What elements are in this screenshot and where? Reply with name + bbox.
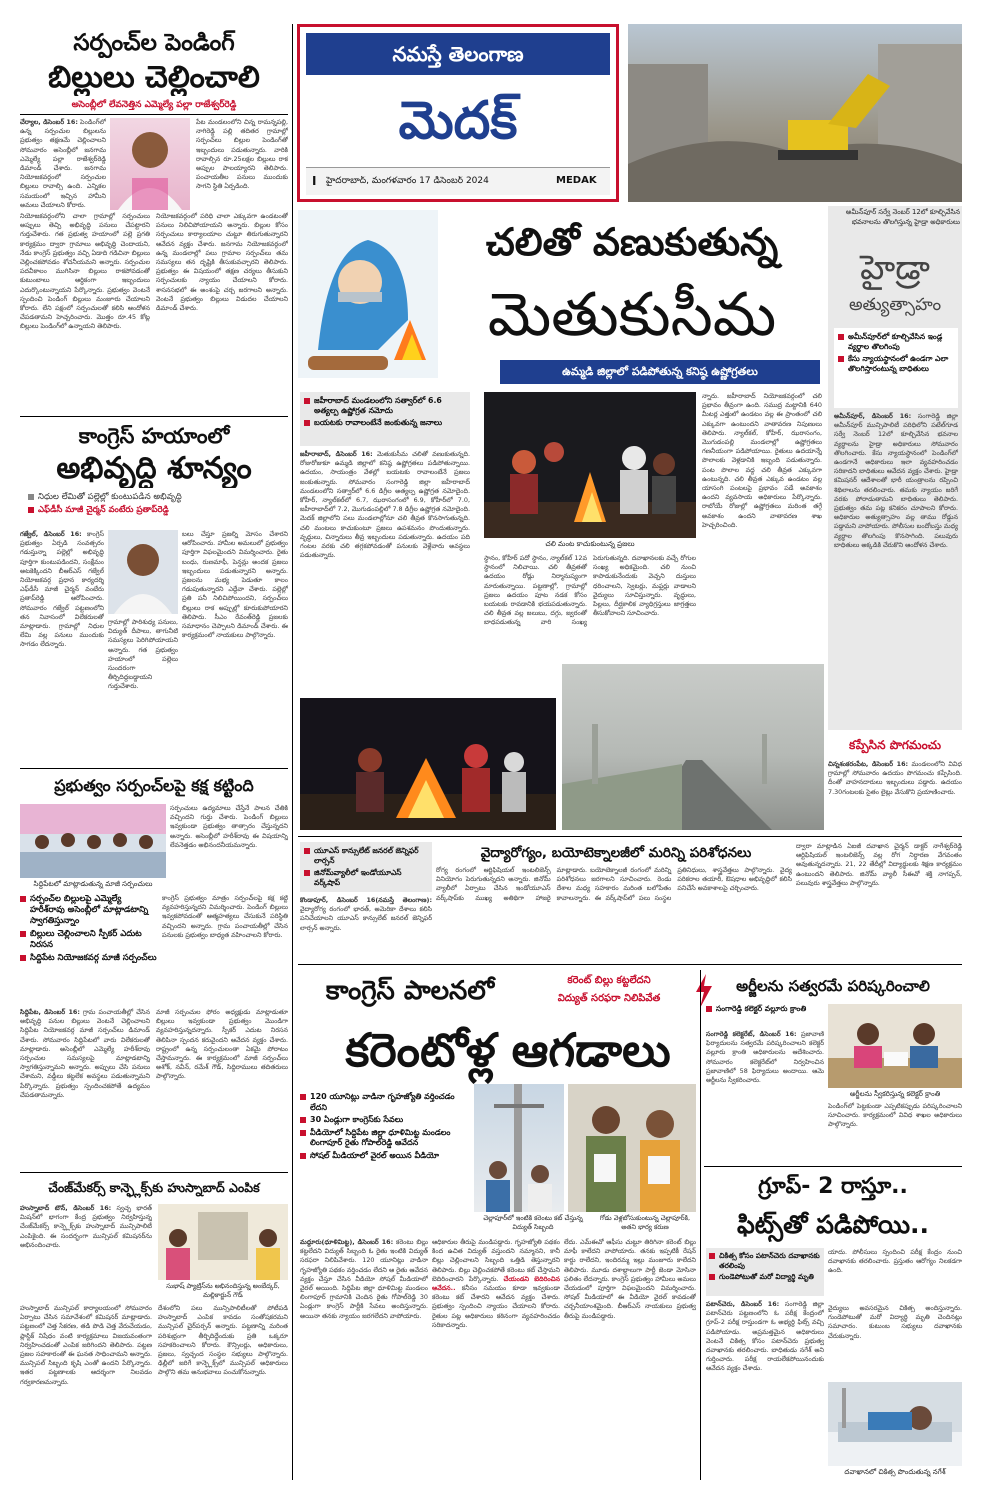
- govt-sarpanch-photo: [20, 804, 166, 878]
- govt-sarpanch-bullet3: సిద్దిపేట నియోజకవర్గ మాజీ సర్పంచ్‌లు: [30, 953, 157, 963]
- hydra-dateline: అమీన్‌పూర్, డిసెంబర్ 16:: [834, 412, 912, 420]
- dateline-bar: [306, 167, 610, 195]
- sarpanch-bills-col1: చేర్యాల, డిసెంబర్ 16: పెండింగ్‌లో ఉన్న సర్పంచుల బిల్లులను ప్రభుత్వం తక్షణమే చెల్లించాలని సోమవారం అసెంబ్లీలో జనగామ ఎమ్మెల్యే పల్లా రాజేశ్వర్‌రెడ్డి డిమాండ్ చేశారు. జనగామ నియోజకవర్గంలో సర్పంచుల బిల్లులు రావాల్సి ఉంది. ఎన్నికల సమయంలో ఇచ్చిన హామీని అమలు చేయాలని కోరారు.: [20, 118, 106, 209]
- rule: [20, 416, 288, 417]
- changemakers-caption: సుభాష్ ప్యాట్రిస్‌ను అభినందిస్తున్న అంబేద్కర్, మల్లికార్జున్ గౌడ్: [166, 1282, 280, 1299]
- collector-photo-icon: [828, 1004, 962, 1088]
- petitions-head: అర్జీలను సత్వరమే పరిష్కరించాలి: [736, 977, 930, 995]
- changemakers-dateline: హుస్నాబాద్ టౌన్, డిసెంబర్ 16:: [20, 1204, 112, 1212]
- bullet: [709, 1251, 821, 1270]
- fog-road-photo-icon: [562, 664, 824, 830]
- govt-sarpanch-bullet2: బిల్లులు చెల్లించాలని స్పీకర్ ఎదుట నిరసన: [30, 929, 142, 950]
- foggy-road-photo: [562, 664, 824, 830]
- bullet: [304, 868, 428, 888]
- development-bullet2: ఎఫ్‌డీసీ మాజీ చైర్మన్ వంటేరు ప్రతాప్‌రెడ్డి: [38, 505, 169, 515]
- cold-bullets: [300, 392, 470, 446]
- group2-caption: దవాఖానలో చికిత్స పొందుతున్న నగేశ్: [844, 1468, 946, 1476]
- govt-sarpanch-head: ప్రభుత్వం సర్పంచ్‌లపై కక్ష కట్టింది: [54, 776, 254, 795]
- group-photo-icon: [158, 1204, 288, 1280]
- bullet: [28, 492, 288, 503]
- rule: [20, 768, 288, 769]
- edition-name: మెదక్: [398, 91, 518, 151]
- bullet: [838, 354, 954, 374]
- group2-bullets: [706, 1248, 824, 1296]
- farmer-couple-photo: [568, 1084, 696, 1212]
- govt-sarpanch-bullets: [20, 894, 158, 1004]
- govt-sarpanch-bullet1: సర్పంచ్‌ల బిల్లులపై ఎమ్మెల్యే హరీశ్‌రావు అసెంబ్లీలో మాట్లాడటాన్ని స్వాగతిస్తున్నాం: [30, 894, 149, 926]
- bullet-icon: [20, 896, 26, 902]
- bullet-icon: [304, 420, 310, 426]
- bullet: [304, 418, 466, 428]
- govt-sarpanch-col2: కాంగ్రెస్ ప్రభుత్వం మాత్రం సర్పంచ్‌లపై కక్ష కట్టి వ్యవహరిస్తున్నదని విమర్శించారు. పెండింగ్ బిల్లులు ఇవ్వకపోవడంతో ఆత్మహత్యలు చేసుకునే పరిస్థితి వచ్చిందని అన్నారు. గ్రామ పంచాయతీల్లో చేసిన పనులకు ప్రభుత్వం బాధ్యత వహించాలని కోరారు.: [162, 894, 288, 939]
- group2-col1: పటాన్‌చెరు, డిసెంబర్ 16: సంగారెడ్డి జిల్లా పటాన్‌చెరు పట్టణంలోని ఓ పరీక్ష కేంద్రంలో గ్రూప్-2 పరీక్ష రాస్తుండగా ఓ అభ్యర్థి ఫిట్స్ వచ్చి పడిపోయాడు. అప్రమత్తమైన అధికారులు వెంటనే చికిత్స కోసం పటాన్‌చెరు ప్రభుత్వ దవాఖానకు తరలించారు. బాధితుడు నగేశ్ అని గుర్తించారు. పరీక్ష రాయలేకపోయినందుకు ఆవేదన వ్యక్తం చేశాడు.: [706, 1300, 824, 1373]
- dateline-text: హైదరాబాద్, మంగళవారం 17 డిసెంబర్ 2024: [326, 176, 489, 186]
- bullet: [20, 894, 158, 927]
- rule: [298, 964, 962, 965]
- shivering-person-bonfire-icon: [298, 210, 438, 378]
- bullet-icon: [300, 1117, 306, 1123]
- bullet: [304, 846, 428, 866]
- development-col3: బలు చేస్తూ ప్రజల్ని మోసం చేశారని ఆరోపించారు. హామీల అమలులో ప్రభుత్వం పూర్తిగా విఫలమైందని విమర్శించారు. రైతు బంధు, రుణమాఫీ, పెన్షన్లు అందక ప్రజలు ఇబ్బందులు పడుతున్నారని అన్నారు. ప్రజలను మభ్య పెడుతూ కాలం గడుపుతున్నారని ఎద్దేవా చేశారు. పల్లెల్లో ప్రతి పనీ నిలిచిపోయిందని, సర్పంచ్‌లు బిల్లులు రాక అప్పుల్లో కూరుకుపోయారని తెలిపారు. సీఎం రేవంత్‌రెడ్డి ప్రజలకు సమాధానం చెప్పాలని డిమాండ్ చేశారు. ఈ కార్యక్రమంలో నాయకులు పాల్గొన్నారు.: [182, 530, 288, 640]
- sarpanch-bills-head1: సర్పంచ్‌ల పెండింగ్: [73, 30, 235, 56]
- cold-head1: చలితో వణుకుతున్న: [485, 220, 779, 264]
- petitions-bullets: [706, 1004, 824, 1028]
- power-col3: లేదు. ఎమ్‌ఈవో ఆఫీసు చుట్టూ తిరిగినా కరెంట్ బిల్లు మాఫీ కాలేదని వాపోయారు. తనకు ఇప్పటికీ రేషన్ కార్డు రాలేదని, ఇందిరమ్మ ఇల్లు మంజూరు కాలేదని తెలిపారు. మూడు దశాబ్దాలుగా పార్టీ జెండా మోసినా ఫలితం లేదన్నారు. కాంగ్రెస్ ప్రభుత్వం హామీలు అమలు చేయడంలో పూర్తిగా విఫలమైందని విమర్శించారు. సోషల్ మీడియాలో ఈ వీడియో వైరల్ కావడంతో చర్చనీయాంశమైంది. బీఆర్‌ఎస్ నాయకులు ప్రభుత్వ తీరుపై మండిపడ్డారు.: [564, 1238, 696, 1320]
- power-bullets: [300, 1092, 470, 1214]
- bonfire-group-photo: [484, 392, 696, 538]
- medical-bullet1: యూఎస్ కాన్సులేట్ జనరల్ జెన్నిఫర్ లార్సన్: [314, 846, 419, 865]
- development-dateline: గజ్వేల్, డిసెంబర్ 16:: [20, 530, 82, 538]
- development-bullet1: నిధుల లేమితో పల్లెల్లో కుంటుపడిన అభివృద్ధి: [38, 492, 182, 502]
- power-kicker1: కరెంట్ బిల్లు కట్టలేదని: [567, 975, 651, 986]
- development-col2: గ్రామాల్లో పారిశుధ్య పనులు, విద్యుత్ దీపాలు, తాగునీటి సమస్యలు పెరిగిపోయాయని అన్నారు. గత ప్రభుత్వం హయాంలో పల్లెలు సుందరంగా తీర్చిదిద్దబడ్డాయని గుర్తుచేశారు.: [108, 618, 178, 691]
- petitions-bullet1: సంగారెడ్డి కలెక్టర్ వల్లూరు క్రాంతి: [716, 1004, 807, 1013]
- bullet-icon: [304, 848, 310, 854]
- hydra-photo-caption: అమీన్‌పూర్ సర్వే నెంబర్ 12లో కూల్చివేసిన భవనాలను తొలగిస్తున్న హైడ్రా అధికారులు: [845, 208, 960, 226]
- group2-col-right: యాదు. పోలీసులు స్పందించి పరీక్ష కేంద్రం నుంచి దవాఖానకు తరలించారు. ప్రస్తుతం ఆరోగ్యం నిలకడగా ఉంది.: [828, 1248, 962, 1275]
- govt-sarpanch-col4: మాజీ సర్పంచుల ఫోరం అధ్యక్షుడు మాట్లాడుతూ బిల్లులు ఇవ్వకుండా ప్రభుత్వం మొండిగా వ్యవహరిస్తున్నదన్నారు. స్పీకర్ ఎదుట నిరసన తెలిపినా స్పందన కరువైందని ఆవేదన వ్యక్తం చేశారు. రాష్ట్రంలో ఉన్న సర్పంచులంతా ఏకమై పోరాటం చేస్తామన్నారు. ఈ కార్యక్రమంలో మాజీ సర్పంచ్‌లు అశోక్, నవీన్, రమేశ్ గౌడ్, సిద్దిరాములు తదితరులు పాల్గొన్నారు.: [156, 1008, 288, 1081]
- power-kicker: [524, 972, 694, 1010]
- power-bullet4: సోషల్ మీడియాలో వైరల్ అయిన వీడియో: [310, 1150, 439, 1160]
- group2-hospital-photo: [828, 1382, 962, 1466]
- rule: [20, 1172, 288, 1173]
- medical-col1: కొండాపూర్, డిసెంబర్ 16(నమస్తే తెలంగాణ): వైద్యారోగ్య రంగంలో భారత్, అమెరికా దేశాలు కలిసి పనిచేయాలని యూఎస్ కాన్సులేట్ జనరల్ జెన్నిఫర్ లార్సన్ అన్నారు.: [300, 896, 432, 932]
- sarpanch-bills-col2: పేట మండలంలోని చిన్న రామన్నపల్లి, నాగిరెడ్డి పల్లి తదితర గ్రామాల్లో సర్పంచ్‌లు బిల్లుల పెండింగ్‌తో ఇబ్బందులు పడుతున్నారు. వారికి రావాల్సిన రూ.25లక్షల బిల్లులు రాక అప్పుల పాలయ్యారని తెలిపారు. పంచాయతీల పనులు ముందుకు సాగని స్థితి ఏర్పడింది.: [196, 118, 288, 191]
- fog-dateline: చిన్నశంకరంపేట, డిసెంబర్ 16:: [828, 760, 909, 768]
- power-head2: కరెంటోళ్ల ఆగడాలు: [345, 1023, 671, 1077]
- column-divider: [700, 970, 701, 1480]
- changemakers-col1: హుస్నాబాద్ టౌన్, డిసెంబర్ 16: స్వచ్ఛ భారత్ మిషన్‌లో భాగంగా కేంద్ర ప్రభుత్వం నిర్వహిస్తున్న చేంజ్‌మేకర్స్ కాన్ఫ్లెక్స్‌కు హుస్నాబాద్ మున్సిపాలిటీ ఎంపికైంది. ఈ సందర్భంగా మున్సిపల్ కమిషనర్‌ను అభినందించారు.: [20, 1204, 152, 1249]
- bullet-icon: [304, 398, 310, 404]
- bullet-icon: [838, 334, 844, 340]
- sarpanch-bills-subhead: అసెంబ్లీలో లేవనెత్తిన ఎమ్మెల్యే పల్లా రాజేశ్వర్‌రెడ్డి: [71, 100, 237, 110]
- excavator-photo-icon: [628, 24, 962, 202]
- cold-illustration: [298, 210, 438, 378]
- power-bullet1: 120 యూనిట్లు వాడినా గృహజ్యోతి వర్తించడం లేదని: [310, 1092, 455, 1112]
- cold-subhead: ఉమ్మడి జిల్లాలో పడిపోతున్న కనిష్ఠ ఉష్ణోగ్రతలు: [562, 365, 758, 378]
- bullet: [300, 1092, 470, 1113]
- power-col1: మద్దూరు(ధూళిమిట్ట), డిసెంబర్ 16: కరెంటు బిల్లు కట్టలేదని విద్యుత్ సిబ్బంది ఓ రైతు ఇంటికి విద్యుత్ సరఫరా నిలిపివేశారు. 120 యూనిట్లు వాడినా గృహజ్యోతి పథకం వర్తించడం లేదని ఆ రైతు ఆవేదన వ్యక్తం చేస్తూ చేసిన వీడియో సోషల్ మీడియాలో వైరల్ అయింది. సిద్దిపేట జిల్లా ధూళిమిట్ట మండలం లింగాపూర్ గ్రామానికి చెందిన రైతు గోపాల్‌రెడ్డి 30 ఏండ్లుగా కాంగ్రెస్ పార్టీకి సేవలు అందిస్తున్నారు. అయినా తనకు న్యాయం జరగలేదని వాపోయారు.: [300, 1238, 428, 1320]
- sarpanch-bills-head2: బిల్లులు చెల్లించాలి: [48, 60, 260, 95]
- changemakers-photo: [158, 1204, 288, 1280]
- bullet-icon: [709, 1274, 715, 1280]
- person-photo-icon: [108, 530, 178, 614]
- sarpanch-bills-col4: నియోజకవర్గంలో పరిధి చాలా ఎక్కువగా ఉండటంతో పనులు నిలిచిపోయాయని అన్నారు. బిల్లుల కోసం సర్పంచులు కార్యాలయాల చుట్టూ తిరుగుతున్నారని ఆవేదన వ్యక్తం చేశారు. జనగామ నియోజకవర్గంలో ఉన్న మండలాల్లో పలు గ్రామాల సర్పంచ్‌లు తమ సమస్యలు తన దృష్టికి తీసుకువచ్చారని తెలిపారు. ప్రభుత్వం ఈ విషయంలో తక్షణ చర్యలు తీసుకుని సర్పంచులకు న్యాయం చేయాలని కోరారు. శాసనసభలో ఈ అంశంపై చర్చ జరగాలని అన్నారు. వెంటనే ప్రభుత్వం బిల్లులు విడుదల చేయాలని డిమాండ్ చేశారు.: [156, 212, 288, 313]
- govt-sarpanch-col-top: సర్పంచులు ఉద్యమాలు చేస్తేనే పాలన చేతికి వచ్చిందని గుర్తు చేశారు. పెండింగ్ బిల్లులు ఇవ్వకుండా ప్రభుత్వం తాత్సారం చేస్తున్నదని అన్నారు. అసెంబ్లీలో హరీశ్‌రావు ఈ విషయాన్ని లేవనెత్తడం అభినందనీయమన్నారు.: [170, 804, 288, 849]
- hydra-demolition-photo: [628, 24, 962, 202]
- changemakers-head: చేంజ్‌మేకర్స్ కాన్ఫ్లెక్స్‌కు హుస్నాబాద్ ఎంపిక: [48, 1180, 260, 1195]
- power-inline-quote: చేయండని బెదిరించిన ఆవేదన..: [432, 1274, 560, 1293]
- power-head1: కాంగ్రెస్ పాలనలో: [325, 976, 495, 1006]
- bonfire-photo-icon: [484, 392, 696, 538]
- power-dateline: మద్దూరు(ధూళిమిట్ట), డిసెంబర్ 16:: [300, 1238, 394, 1246]
- bullet: [709, 1272, 821, 1282]
- medical-dateline: కొండాపూర్, డిసెంబర్ 16(నమస్తే తెలంగాణ):: [300, 896, 432, 904]
- cold-bullet1: జహీరాబాద్ మండలంలోని సత్వార్‌లో 6.6 అత్యల్ప ఉష్ణోగ్రత నమోదు: [314, 396, 442, 415]
- fog-head-box: [828, 734, 962, 756]
- rule: [20, 114, 288, 115]
- development-head1: కాంగ్రెస్ హయాంలో: [78, 424, 230, 448]
- hydra-bullet2: కేసు న్యాయస్థానంలో ఉండగా ఎలా తొలగిస్తారంటున్న బాధితులు: [848, 354, 949, 373]
- cold-subhead-bar: [500, 360, 820, 384]
- cold-dateline: జహీరాబాద్, డిసెంబర్ 16:: [300, 450, 373, 458]
- group2-head2: ఫిట్స్‌తో పడిపోయి..: [736, 1210, 930, 1239]
- bullet: [20, 929, 158, 951]
- group2-dateline: పటాన్‌చెరు, డిసెంబర్ 16:: [706, 1300, 780, 1308]
- night-bonfire-photo: [300, 698, 556, 830]
- govt-sarpanch-caption: సిద్దిపేటలో మాట్లాడుతున్న మాజీ సర్పంచులు: [33, 880, 153, 888]
- hydra-bullets: [834, 328, 958, 408]
- cold-col3: న్నారు. జహీరాబాద్ నియోజకవర్గంలో చలి ప్రభావం తీవ్రంగా ఉంది. సముద్ర మట్టానికి 640 మీటర్ల ఎత్తులో ఉండటం వల్ల ఈ ప్రాంతంలో చలి ఎక్కువగా ఉంటుందని వాతావరణ నిపుణులు తెలిపారు. న్యాల్‌కల్, కోహీర్, ఝరాసంగం, మొగుడంపల్లి మండలాల్లో ఉష్ణోగ్రతలు గణనీయంగా పడిపోయాయి. రైతులు ఉదయాన్నే పొలాలకు వెళ్లడానికి ఇబ్బంది పడుతున్నారు. పంట పొలాల వద్ద చలి తీవ్రత ఎక్కువగా ఉంటున్నది. చలి తీవ్రత ఎక్కువ ఉండటం వల్ల యాసంగి పంటలపై ప్రభావం పడే అవకాశం ఉందని వ్యవసాయ అధికారులు పేర్కొన్నారు. రాబోయే రోజుల్లో ఉష్ణోగ్రతలు మరింత తగ్గే అవకాశం ఉందని వాతావరణ శాఖ హెచ్చరించింది.: [702, 392, 822, 529]
- medical-col3: ద్వారా మాట్లాడిన ఏఐజీ దవాఖాన చైర్మన్ డాక్టర్ నాగేశ్వర్‌రెడ్డి ఆర్టిఫిషియల్ ఇంటలిజెన్స్ వల్ల రోగ నిర్ధారణ వేగవంతం అవుతున్నదన్నారు. 21, 22 తేదీల్లో విద్యార్థులకు శిక్షణ కార్యక్రమం ఉంటుందని తెలిపారు. జినోమ్ వ్యాలీ సీఈవో శక్తి నాగప్పన్, పలువురు శాస్త్రవేత్తలు పాల్గొన్నారు.: [796, 842, 962, 887]
- two-person-photo-icon: [568, 1084, 696, 1212]
- issue-number: I: [312, 174, 317, 188]
- sarpanch-bills-col3: నియోజకవర్గంలోని చాలా గ్రామాల్లో సర్పంచులు అప్పులు తెచ్చి అభివృద్ధి పనులు చేపట్టారని గుర్తుచేశారు. గత ప్రభుత్వ హయాంలో పల్లె ప్రగతి కార్యక్రమం ద్వారా గ్రామాలు అభివృద్ధి చెందాయని, నేడు కాంగ్రెస్ ప్రభుత్వం వచ్చి ఏడాది గడిచినా బిల్లులు చెల్లించకపోవడం శోచనీయమని అన్నారు. సర్పంచుల పదవీకాలం ముగిసినా బిల్లులు రాకపోవడంతో కుటుంబాలు ఆర్థికంగా ఇబ్బందులు ఎదుర్కొంటున్నాయని పేర్కొన్నారు. ప్రభుత్వం వెంటనే స్పందించి పెండింగ్ బిల్లులు మంజూరు చేయాలని కోరారు. లేని పక్షంలో సర్పంచులతో కలిసి ఆందోళన చేపడతామని హెచ్చరించారు. మొత్తం రూ.45 కోట్ల బిల్లులు పెండింగ్‌లో ఉన్నాయని తెలిపారు.: [20, 212, 150, 331]
- group2-head1: గ్రూప్- 2 రాస్తూ..: [758, 1174, 908, 1199]
- hydra-head-main: హైడ్రా: [860, 248, 930, 288]
- electricity-cut-photo: [474, 1084, 564, 1212]
- development-col1: గజ్వేల్, డిసెంబర్ 16: కాంగ్రెస్ ప్రభుత్వం ఏర్పడి సంవత్సరం గడుస్తున్నా పల్లెల్లో అభివృద్ధి పూర్తిగా కుంటుపడిందని, సంక్షేమం అటకెక్కిందని బీఆర్‌ఎస్ గజ్వేల్ నియోజకవర్గ ప్రధాన కార్యదర్శి ఎఫ్‌డీసీ మాజీ చైర్మన్ వంటేరు ప్రతాప్‌రెడ్డి ఆరోపించారు. సోమవారం గజ్వేల్ పట్టణంలోని తన నివాసంలో విలేకరులతో మాట్లాడారు. గ్రామాల్లో నిధుల లేమి వల్ల పనులు ముందుకు సాగడం లేదన్నారు.: [20, 530, 104, 649]
- bullet-icon: [28, 494, 34, 500]
- prathap-reddy-photo: [108, 530, 178, 614]
- bullet: [20, 953, 158, 964]
- petitions-dateline: సంగారెడ్డి కలెక్టరేట్, డిసెంబర్ 16:: [706, 1030, 797, 1038]
- medical-bullet2: జినోమ్‌వ్యాలీలో ఇండోయూఎస్ వర్క్‌షాప్: [314, 868, 402, 887]
- hydra-head-sub: అత్యుత్సాహం: [848, 295, 942, 315]
- petitions-col1: సంగారెడ్డి కలెక్టరేట్, డిసెంబర్ 16: ప్రజావాణి ఫిర్యాదులను సత్వరమే పరిష్కరించాలని కలెక్టర్ వల్లూరు క్రాంతి అధికారులను ఆదేశించారు. సోమవారం కలెక్టరేట్‌లో నిర్వహించిన ప్రజావాణిలో 58 ఫిర్యాదులు అందాయి. ఆమె అర్జీలను స్వీకరించారు.: [706, 1030, 824, 1085]
- petitions-caption: అర్జీలను స్వీకరిస్తున్న కలెక్టర్ క్రాంతి: [849, 1090, 941, 1098]
- group2-bullet1: చికిత్స కోసం పటాన్‌చెరు దవాఖానకు తరలింపు: [719, 1251, 820, 1270]
- changemakers-col3: దేశంలోని పలు మున్సిపాలిటీలతో పోటీపడి హుస్నాబాద్ ఎంపిక కావడం సంతోషకరమని మున్సిపల్ చైర్‌పర్సన్ అన్నారు. పట్టణాన్ని మరింత పరిశుభ్రంగా తీర్చిదిద్దేందుకు ప్రతి ఒక్కరూ సహకరించాలని కోరారు. కౌన్సిలర్లు, అధికారులు, ప్రజలు, స్వచ్ఛంద సంస్థల సభ్యులు పాల్గొన్నారు. ఢిల్లీలో జరిగే కాన్ఫ్లెక్స్‌లో మున్సిపల్ అధికారులు పాల్గొని తమ అనుభవాలు పంచుకోనున్నారు.: [158, 1304, 288, 1377]
- bullet-icon: [28, 507, 34, 513]
- power-kicker2: విద్యుత్ సరఫరా నిలిపివేత: [557, 993, 661, 1004]
- bullet-icon: [838, 356, 844, 362]
- bonfire-caption: చలి మంట కాచుకుంటున్న ప్రజలు: [545, 540, 635, 548]
- bullet: [300, 1151, 470, 1162]
- cold-col2: స్థానం, కోహీర్ పదో స్థానం, న్యాల్‌కల్ 12వ స్థానంలో నిలిచాయి. చలి తీవ్రతతో ఉదయం రోడ్లు నిర్మానుష్యంగా మారుతున్నాయి. పట్టణాల్లో, గ్రామాల్లో ప్రజలు ఉదయం పూట నడక కోసం బయటకు రావడానికి భయపడుతున్నారు. చలి తీవ్రత వల్ల జలుబు, దగ్గు, జ్వరంతో బాధపడుతున్న వారి సంఖ్య పెరుగుతున్నది. దవాఖానలకు వచ్చే రోగుల సంఖ్య అధికమైంది. చలి నుంచి కాపాడుకునేందుకు వెచ్చని దుస్తులు ధరించాలని, స్వెటర్లు, మఫ్లర్లు వాడాలని వైద్యులు సూచిస్తున్నారు. వృద్ధులు, పిల్లలు, దీర్ఘకాలిక వ్యాధిగ్రస్తులు జాగ్రత్తలు తీసుకోవాలని సూచించారు.: [484, 554, 696, 627]
- hydra-body: అమీన్‌పూర్, డిసెంబర్ 16: సంగారెడ్డి జిల్లా అమీన్‌పూర్ మున్సిపాలిటీ పరిధిలోని పటేల్‌గూడ సర్వే నెంబర్ 12లో కూల్చివేసిన భవనాల వ్యర్థాలను హైడ్రా అధికారులు సోమవారం తొలగించారు. కేసు న్యాయస్థానంలో పెండింగ్‌లో ఉండగానే అధికారులు ఇలా వ్యవహరించడం సరికాదని బాధితులు ఆవేదన వ్యక్తం చేశారు. హైడ్రా కమిషనర్ ఆదేశాలతో భారీ యంత్రాలను రప్పించి శిథిలాలను తరలించారు. తమకు న్యాయం జరిగే వరకు పోరాడుతామని బాధితులు తెలిపారు. ప్రభుత్వం తమ పట్ల కనికరం చూపాలని కోరారు. అధికారుల అత్యుత్సాహం వల్ల తాము రోడ్డున పడ్డామని వాపోయారు. పోలీసుల బందోబస్తు మధ్య వ్యర్థాల తొలగింపు కొనసాగింది. పలువురు బాధితులు అక్కడికి చేరుకొని ఆందోళన చేశారు.: [834, 412, 958, 549]
- edition-en: MEDAK: [556, 175, 597, 186]
- petitions-col2: పెండింగ్‌లో పెట్టకుండా ఎప్పటికప్పుడు పరిష్కరించాలని సూచించారు. కార్యక్రమంలో వివిధ శాఖల అధికారులు పాల్గొన్నారు.: [828, 1102, 962, 1129]
- fog-body: చిన్నశంకరంపేట, డిసెంబర్ 16: మండలంలోని వివిధ గ్రామాల్లో సోమవారం ఉదయం పొగమంచు కప్పేసింది. దీంతో వాహనదారులు ఇబ్బందులు పడ్డారు. ఉదయం 7.30గంటలకు సైతం లైట్లు వేసుకొని ప్రయాణించారు.: [828, 760, 962, 796]
- hospital-bed-photo-icon: [828, 1382, 962, 1466]
- person-photo-icon: [110, 118, 190, 210]
- masthead: [297, 24, 619, 202]
- group-photo-icon: [20, 804, 166, 878]
- column-divider: [292, 24, 293, 1480]
- cold-col1: జహీరాబాద్, డిసెంబర్ 16: మెతుకుసీమ చలితో వణుకుతున్నది. రోజురోజుకూ ఉమ్మడి జిల్లాలో కనిష్ఠ ఉష్ణోగ్రతలు పడిపోతున్నాయి. ఉదయం, సాయంత్రం వేళల్లో బయటకు రావాలంటేనే ప్రజలు జంకుతున్నారు. సోమవారం సంగారెడ్డి జిల్లా జహీరాబాద్ మండలంలోని సత్వార్‌లో 6.6 డిగ్రీల అత్యల్ప ఉష్ణోగ్రత నమోదైంది. కోహీర్, న్యాల్‌కల్‌లో 6.7, ఝరాసంగంలో 6.9, కోహీర్‌లో 7.0, జహీరాబాద్‌లో 7.2, మొగుడంపల్లిలో 7.8 డిగ్రీల ఉష్ణోగ్రత నమోదైంది. మెదక్ జిల్లాలోని పలు మండలాల్లోనూ చలి తీవ్రత కొనసాగుతున్నది. చలి మంటలు కాచుకుంటూ ప్రజలు ఉపశమనం పొందుతున్నారు. వృద్ధులు, చిన్నారులు తీవ్ర ఇబ్బందులు పడుతున్నారు. ఉదయం పది గంటల వరకు చలి తగ్గకపోవడంతో పనులకు వెళ్లేవారు అవస్థలు పడుతున్నారు.: [300, 450, 470, 560]
- govt-sarpanch-dateline: సిద్దిపేట, డిసెంబర్ 16:: [20, 1008, 80, 1016]
- masthead-nameplate: [306, 33, 610, 75]
- bullet-icon: [20, 955, 26, 961]
- bullet: [304, 396, 466, 416]
- farmer-couple-caption: గోడు వెళ్లబోసుకుంటున్న చెల్లాపూర్‌కి, అతని భార్య కరుణ: [599, 1214, 691, 1231]
- electricity-cut-caption: చెల్లాపూర్‌లో ఇంటికి కరెంటు కట్ చేస్తున్న విద్యుత్ సిబ్బంది: [483, 1214, 583, 1231]
- bullet-icon: [300, 1130, 306, 1136]
- bullet-icon: [709, 1253, 715, 1259]
- rule: [704, 1166, 962, 1167]
- cold-head2: మెతుకుసీమ: [487, 280, 777, 350]
- electric-pole-photo-icon: [474, 1084, 564, 1212]
- bullet: [300, 1115, 470, 1126]
- sarpanch-bills-dateline: చేర్యాల, డిసెంబర్ 16:: [20, 118, 78, 126]
- govt-sarpanch-col3: సిద్దిపేట, డిసెంబర్ 16: గ్రామ పంచాయతీల్లో చేసిన అభివృద్ధి పనుల బిల్లులు వెంటనే చెల్లించాలని సిద్దిపేట నియోజకవర్గ మాజీ సర్పంచ్‌లు డిమాండ్ చేశారు. సోమవారం సిద్దిపేటలో వారు విలేకరులతో మాట్లాడారు. అసెంబ్లీలో ఎమ్మెల్యే హరీశ్‌రావు సర్పంచుల సమస్యలపై మాట్లాడటాన్ని స్వాగతిస్తున్నామని అన్నారు. అప్పులు చేసి పనులు చేశామని, వడ్డీలు కట్టలేక అవస్థలు పడుతున్నామని పేర్కొన్నారు. ప్రభుత్వం స్పందించకపోతే ఉద్యమం చేపడతామన్నారు.: [20, 1008, 150, 1099]
- paper-name: నమస్తే తెలంగాణ: [392, 42, 524, 66]
- mla-portrait-photo: [110, 118, 190, 210]
- hydra-bullet1: అమీన్‌పూర్‌లో కూల్చివేసిన ఇండ్ల వ్యర్థాల తొలగింపు: [848, 332, 943, 351]
- rule: [298, 836, 962, 837]
- group2-col2: వైద్యులు అవసరమైన చికిత్స అందిస్తున్నారు. గుండెపోటుతో మరో విద్యార్థి మృతి చెందినట్లు సమాచారం. కుటుంబ సభ్యులు దవాఖానకు చేరుకున్నారు.: [828, 1304, 962, 1340]
- power-col2: ఆధికారుల తీరుపై మండిపడ్డారు. గృహజ్యోతి పథకం కింద ఉచిత విద్యుత్ వస్తుందని నమ్మానని, కానీ బిల్లు చెల్లించాలని సిబ్బంది ఒత్తిడి తెస్తున్నారని తెలిపారు. బిల్లు చెల్లించకపోతే కరెంటు కట్ చేస్తామని బెదిరించారని పేర్కొన్నారు. చేయండని బెదిరించిన ఆవేదన.. కనీసం సమయం కూడా ఇవ్వకుండా కరెంటు కట్ చేశారని ఆవేదన వ్యక్తం చేశారు. ప్రభుత్వం స్పందించి న్యాయం చేయాలని కోరారు. రైతుల పట్ల అధికారులు కఠినంగా వ్యవహరించడం సరికాదన్నారు.: [432, 1238, 560, 1329]
- changemakers-col2: హుస్నాబాద్ మున్సిపల్ కార్యాలయంలో సోమవారం ఏర్పాటు చేసిన సమావేశంలో కమిషనర్ మాట్లాడారు. పట్టణంలో చెత్త సేకరణ, తడి పొడి చెత్త వేరుచేయడం, ప్లాస్టిక్ నిషేధం వంటి కార్యక్రమాలు విజయవంతంగా నిర్వహించడంతో ఎంపిక జరిగిందని తెలిపారు. పట్టణ ప్రజల సహకారంతో ఈ ఘనత సాధించామని అన్నారు. మున్సిపల్ సిబ్బంది కృషి ఎంతో ఉందని పేర్కొన్నారు. ఇతర పట్టణాలకు ఆదర్శంగా నిలవడం గర్వకారణమన్నారు.: [20, 1304, 152, 1386]
- medical-bullets: [300, 842, 432, 892]
- bullet: [300, 1128, 470, 1149]
- bullet-icon: [300, 1094, 306, 1100]
- bonfire-photo-icon: [300, 698, 556, 830]
- petitions-photo: [828, 1004, 962, 1088]
- bullet: [838, 332, 954, 352]
- group2-bullet2: గుండెపోటుతో మరో విద్యార్థి మృతి: [719, 1272, 814, 1281]
- bullet: [28, 505, 288, 516]
- medical-col2: రోగ్య రంగంలో ఆర్టిఫిషియల్ ఇంటలిజెన్స్ వినియోగం పెరుగుతున్నదని అన్నారు. జినోమ్ వ్యాలీలో ఏర్పాటు చేసిన ఇండోయూఎస్ వర్క్‌షాప్‌కు ముఖ్య అతిథిగా హాజరై మాట్లాడారు. బయోటెక్నాలజీ రంగంలో మరిన్ని పరిశోధనలు జరగాలని సూచించారు. రెండు దేశాల మధ్య సహకారం మరింత బలోపేతం కావాలన్నారు. ఈ వర్క్‌షాప్‌లో పలు సంస్థల ప్రతినిధులు, శాస్త్రవేత్తలు పాల్గొన్నారు. వైద్య పరికరాల తయారీ, ఔషధాల అభివృద్ధిలో కలిసి పనిచేసే అవకాశాలపై చర్చించారు.: [436, 866, 792, 902]
- bullet-icon: [20, 931, 26, 937]
- bullet-icon: [706, 1006, 712, 1012]
- power-bullet2: 30 ఏండ్లుగా కాంగ్రెస్‌కు సేవలు: [310, 1115, 404, 1124]
- development-bullets: [28, 492, 288, 528]
- bullet: [706, 1004, 824, 1014]
- power-bullet3: వీడియోలో సిద్దిపేట జిల్లా ధూళిమిట్ట మండలం లింగాపూర్ రైతు గోపాల్‌రెడ్డి ఆవేదన: [310, 1127, 451, 1147]
- medical-head: వైద్యారోగ్యం, బయోటెక్నాలజీలో మరిన్ని పరిశోధనలు: [480, 845, 752, 861]
- cold-bullet2: బయటకు రావాలంటేనే జంకుతున్న జనాలు: [314, 418, 443, 427]
- fog-head: కప్పేసిన పొగమంచు: [849, 738, 941, 752]
- development-head2: అభివృద్ధి శూన్యం: [56, 451, 252, 486]
- bullet-icon: [304, 870, 310, 876]
- bullet-icon: [300, 1153, 306, 1159]
